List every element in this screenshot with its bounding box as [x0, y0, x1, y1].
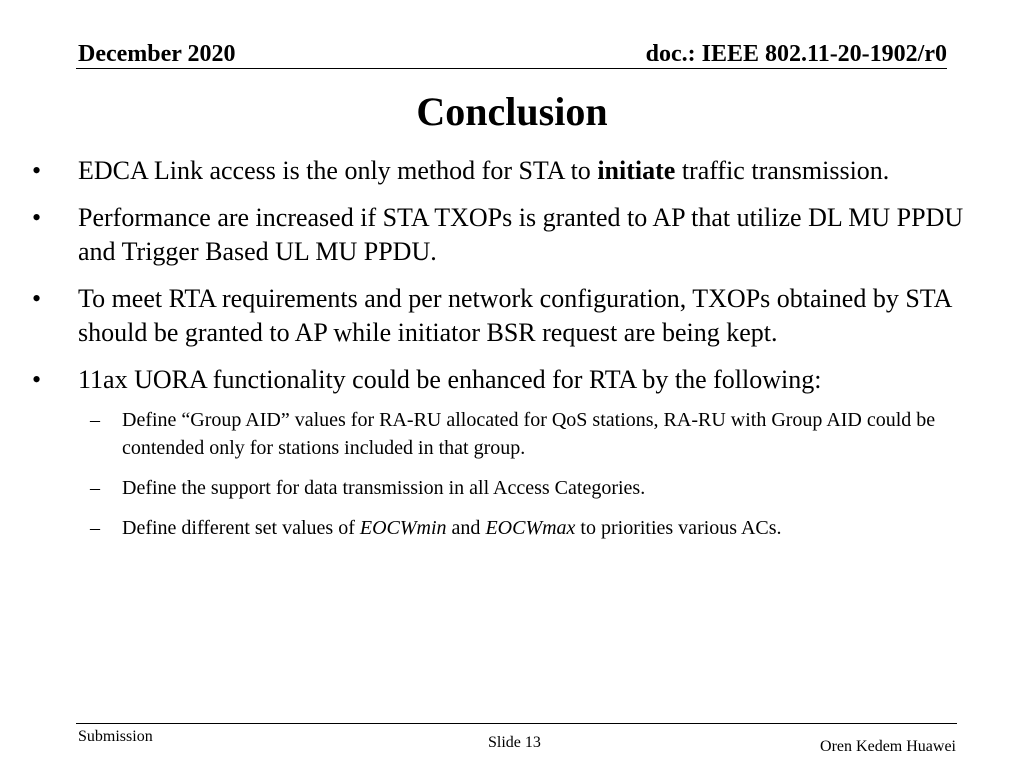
- sub-bullet-marker: –: [90, 409, 100, 431]
- bullet-text: 11ax UORA functionality could be enhanced for RTA by the following:: [78, 365, 822, 394]
- sub-bullet-item: [28, 474, 998, 502]
- header-doc-id: doc.: IEEE 802.11-20-1902/r0: [645, 41, 947, 67]
- bullet-item: [28, 363, 998, 397]
- footer-submission: Submission: [78, 728, 153, 745]
- bullet-text-bold: initiate: [597, 156, 676, 185]
- sub-bullet-marker: –: [90, 517, 100, 539]
- bullet-item: [28, 154, 998, 188]
- sub-bullet-item: [28, 406, 998, 462]
- footer-author: Oren Kedem Huawei: [820, 738, 956, 755]
- bullet-marker: •: [32, 365, 42, 394]
- slide-number: Slide 13: [488, 734, 541, 751]
- sub-bullet-text-post: to priorities various ACs.: [575, 517, 782, 539]
- sub-bullet-text: Define “Group AID” values for RA-RU allocated for QoS stations, RA-RU with Group AID could be contended only for stations included in that group.: [122, 409, 936, 459]
- header-date: December 2020: [78, 41, 236, 67]
- bullet-item: [28, 201, 998, 269]
- sub-bullet-marker: –: [90, 477, 100, 499]
- bullet-marker: •: [32, 156, 42, 185]
- sub-bullet-list: [28, 406, 998, 542]
- bullet-text: Performance are increased if STA TXOPs is granted to AP that utilize DL MU PPDU and Trigger Based UL MU PPDU.: [78, 203, 964, 266]
- slide-content: [28, 154, 998, 554]
- header-divider: [76, 68, 947, 69]
- bullet-marker: •: [32, 284, 42, 313]
- slide-title: Conclusion: [416, 89, 608, 134]
- sub-bullet-text-mid: and: [446, 517, 486, 539]
- eocwmin-term: EOCWmin: [359, 517, 447, 539]
- sub-bullet-text-pre: Define different set values of: [122, 517, 360, 539]
- bullet-marker: •: [32, 203, 42, 232]
- sub-bullet-text: Define the support for data transmission in all Access Categories.: [122, 477, 646, 499]
- bullet-text: To meet RTA requirements and per network configuration, TXOPs obtained by STA should be granted to AP while initiator BSR request are being kept.: [78, 284, 951, 347]
- bullet-text-post: traffic transmission.: [675, 156, 890, 185]
- footer-divider: [76, 723, 957, 724]
- bullet-text-pre: EDCA Link access is the only method for STA to: [78, 156, 598, 185]
- bullet-item: [28, 282, 998, 350]
- eocwmax-term: EOCWmax: [485, 517, 576, 539]
- sub-bullet-item: [28, 514, 998, 542]
